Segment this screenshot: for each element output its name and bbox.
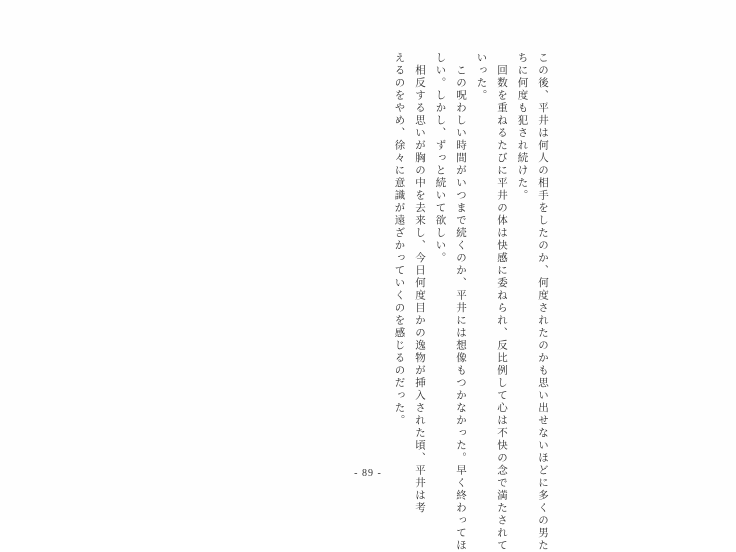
text-column: えるのをやめ、徐々に意識が遠ざかっていくのを感じるのだった。 (393, 52, 406, 427)
text-column: 回数を重ねるたびに平井の体は快感に委ねられ、反比例して心は不快の念で満たされて (496, 52, 508, 552)
text-column: 相反する思いが胸の中を去来し、今日何度目かの逸物が挿入された頃、平井は考 (414, 52, 426, 515)
page-number: - 89 - (354, 468, 382, 479)
vertical-text-body (384, 52, 549, 552)
text-column: いった。 (475, 52, 488, 102)
text-column: この後、平井は何人の相手をしたのか、何度されたのかも思い出せないほどに多くの男た (537, 52, 549, 552)
text-column: ちに何度も犯され続けた。 (516, 52, 529, 202)
text-column: しい。しかし、ずっと続いて欲しい。 (434, 52, 447, 265)
text-column: この呪わしい時間がいつまで続くのか、平井には想像もつかなかった。早く終わってほ (455, 52, 467, 552)
